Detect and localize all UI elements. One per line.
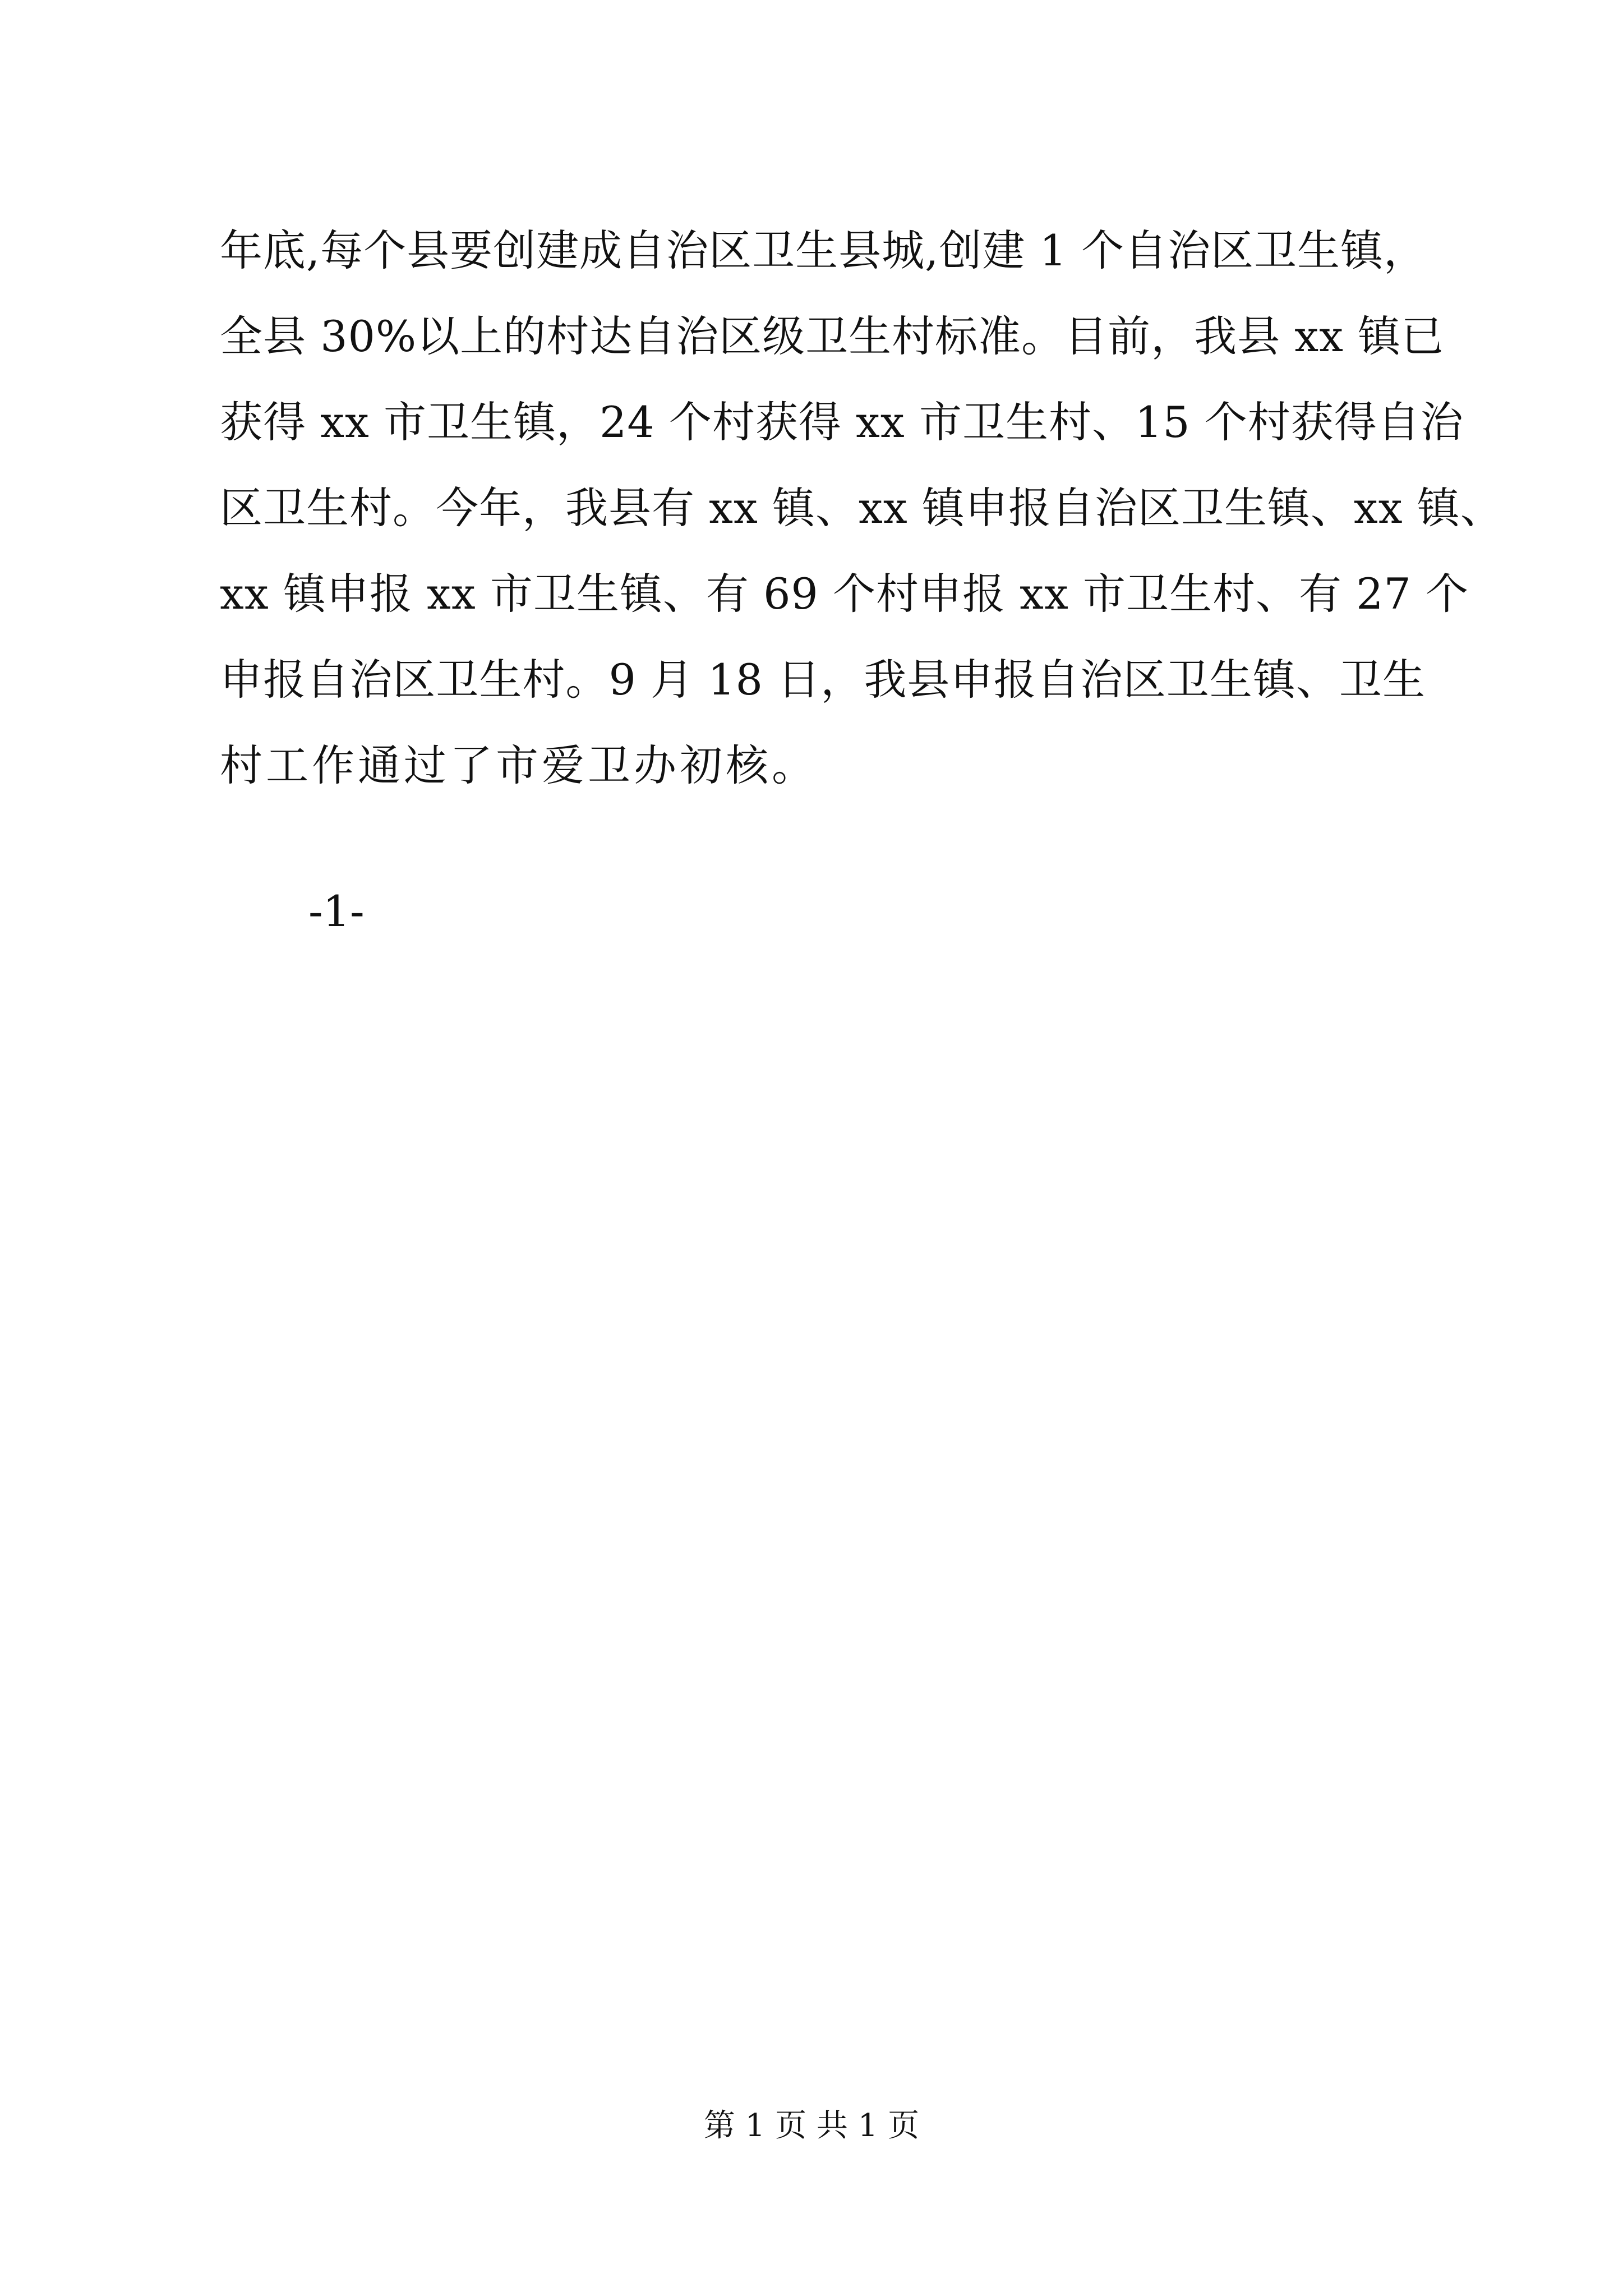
body-paragraph: [220, 208, 1504, 808]
paragraph-line: 申报自治区卫生村。9 月 18 日，我县申报自治区卫生镇、卫生: [220, 655, 1426, 705]
paragraph-line: 获得 xx 市卫生镇，24 个村获得 xx 市卫生村、15 个村获得自治: [220, 397, 1464, 447]
paragraph-line: 区卫生村。今年，我县有 xx 镇、xx 镇申报自治区卫生镇、xx 镇、: [220, 483, 1504, 533]
paragraph-line: 村工作通过了市爱卫办初核。: [220, 740, 818, 790]
page-number-marker: -1-: [308, 886, 365, 936]
paragraph-line: 年底,每个县要创建成自治区卫生县城,创建 1 个自治区卫生镇，: [220, 226, 1427, 275]
paragraph-line: 全县 30%以上的村达自治区级卫生村标准。目前，我县 xx 镇已: [220, 311, 1445, 361]
page-footer: 第 1 页 共 1 页: [703, 2108, 920, 2144]
paragraph-line: xx 镇申报 xx 市卫生镇、有 69 个村申报 xx 市卫生村、有 27 个: [220, 569, 1469, 619]
